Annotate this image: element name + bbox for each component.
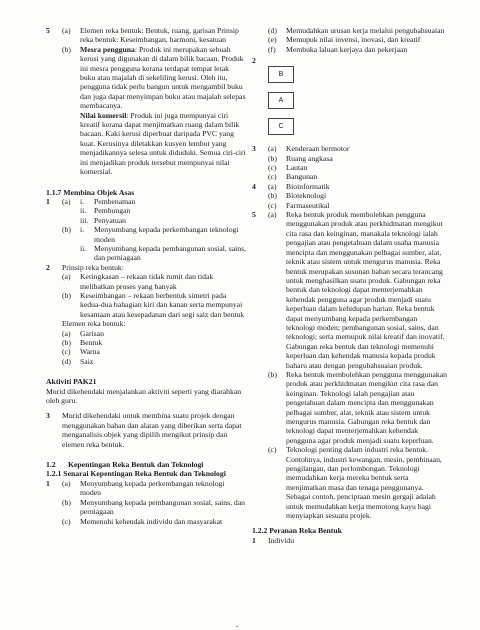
- list-item: [268, 45, 448, 54]
- page-number: -: [236, 622, 239, 630]
- roman-label: ii.: [80, 206, 87, 216]
- answer-5a: [252, 210, 448, 370]
- item-text: Prinsip reka bentuk:: [62, 262, 124, 272]
- right-column: [252, 26, 448, 545]
- question-number: 4: [252, 181, 256, 191]
- item-label: (a): [62, 272, 71, 282]
- item-label: (d): [268, 26, 277, 35]
- item-text: Menyumbang kepada pembangunan sosial, sains, dan perniagaan: [80, 497, 246, 517]
- answer-k1b: [62, 498, 246, 517]
- item-label: (b): [268, 153, 277, 163]
- question-number: 2: [46, 262, 50, 272]
- item-label: (a): [268, 210, 277, 220]
- answer-4: [252, 182, 448, 210]
- item-label: (c): [268, 172, 277, 182]
- question-number: 2: [252, 56, 256, 66]
- item-label: (a): [268, 144, 277, 154]
- list-item: Pembungan: [94, 206, 131, 216]
- item-text: : Produk ini merupakan sebuah kerusi yang digunakan di dalam bilik bacaan. Produk ini mesra pengguna kerana terdapat tempat letak buku atau majalah di sekeliling kerusi. Oleh itu, pengguna tidak perlu bangun untuk mengambil buku dan juga dapat menyimpan buku atau majalah selepas membacanya.: [80, 44, 246, 111]
- item-text: Keseimbangan – rekaan berbentuk simetri pada kedua-dua bahagian kiri dan kanan serta mempunyai kesamaan atau kesepadanan dari segi saiz dan bentuk: [80, 290, 245, 319]
- question-number: 1: [46, 478, 50, 488]
- left-column: [46, 26, 246, 526]
- item-text: Lautan: [286, 163, 308, 173]
- item-text: Reka bentuk membolehkan pengguna menggunakan produk atau perkhidmatan mengikut cita rasa dan keinginan. Teknologi ialah pengajian atau pengetahuan dalam mencipta dan menggunakan pelbagai sumber, alat, teknik atau sistem untuk mengurus manusia. Gabungan reka bentuk dan teknologi dapat menterjemahkan kehendak pengguna agar produk menjadi suatu keperluan.: [286, 369, 447, 445]
- roman-label: ii.: [80, 243, 87, 253]
- item-label: (a): [62, 26, 71, 35]
- item-label: (c): [268, 163, 277, 173]
- item-label: (e): [268, 35, 277, 45]
- item-text: Farmaseutikal: [286, 200, 330, 210]
- list-item: Menyumbang kepada pembangunan sosial, sains, dan perniagaan: [94, 243, 247, 263]
- item-text: Teknologi penting dalam industri reka bentuk. Contohnya, industri kewangan, mesin, pembinaan, pengilangan, dan perlombongan. Teknologi memudahkan kerja mereka bentuk serta menjimatkan masa dan tenaga penggunanya. Sebagai contoh, penciptaan mesin gergaji adalah untuk memudahkan kerja memotong kayu bagi menyiapkan sesuatu projek.: [286, 445, 442, 521]
- answer-2: [46, 263, 246, 272]
- answer-5b: [268, 370, 448, 445]
- question-number: 5: [46, 26, 50, 35]
- item-text: Membuka laluan kerjaya dan pekerjaan: [286, 44, 408, 54]
- list-item: Pembenaman: [94, 196, 136, 206]
- list-item: [62, 338, 246, 347]
- item-text: : Produk ini juga mempunyai ciri kreatif kerana dapat menjimatkan ruang dalam bilik bacaan. Kaki kerusi diperbuat daripada PVC yang kuat. Kerusinya diletakkan kusyen lembut yang menjadikannya selesa untuk diduduki. Semua ciri-ciri ini menjadikan produk tersebut mempunyai nilai komersial.: [80, 110, 246, 177]
- subsection-heading: 1.2.1 Senarai Kepentingan Reka Bentuk dan Teknologi: [46, 469, 226, 479]
- question-number: 3: [46, 411, 50, 421]
- item-label: (a): [62, 478, 71, 488]
- answer-5b: [62, 45, 246, 177]
- item-text: Memenuhi kehendak individu dan masyarakat: [80, 516, 223, 526]
- item-text: Memupuk nilai invensi, inovasi, dan kreatif: [286, 35, 421, 45]
- sequence-box: A: [268, 92, 294, 109]
- item-text: Warna: [80, 347, 100, 357]
- section-title: Kepentingan Reka Bentuk dan Teknologi: [68, 460, 204, 470]
- answer-5a: [46, 26, 246, 45]
- sequence-box: B: [268, 66, 294, 83]
- item-label: (c): [268, 445, 277, 455]
- item-label: (c): [268, 200, 277, 210]
- item-text: Reka bentuk produk membolehkan pengguna menggunakan produk atau perkhidmatan mengikut cita rasa dan keinginan, manakala teknologi ialah pengajian atau pengetahuan dalam usaha manusia mencipta dan menggunakan pelbagai sumber, alat, teknik atau sistem untuk mengurus manusia. Reka bentuk merupakan susunan bahan secara terancang untuk menghasilkan suatu produk. Gabungan reka bentuk dan teknologi dapat menterjemahkan kehendak pengguna agar produk menjadi suatu keperluan dalam kehidupan harian. Reka bentuk dapat menyumbang kepada perkembangan teknologi moden; pembangunan sosial, sains, dan teknologi; serta memupuk nilai kreatif dan inovatif. Gabungan reka bentuk dan teknologi memenuhi keperluan dan kehendak manusia kepada produk baharu atau dengan pengubahsuaian produk.: [286, 210, 445, 370]
- answer-2a: [62, 272, 246, 291]
- item-text: Bangunan: [286, 172, 318, 182]
- question-number: 3: [252, 144, 256, 154]
- list-item: [268, 35, 448, 44]
- section-heading: [46, 460, 246, 469]
- term-bold: Mesra pengguna: [80, 44, 135, 54]
- item-text: Saiz: [80, 356, 94, 366]
- answer-5c: [268, 445, 448, 520]
- item-text: Bioteknologi: [286, 191, 327, 201]
- term-bold: Nilai komersil: [80, 110, 127, 120]
- list-item: [62, 329, 246, 338]
- question-number: 1: [46, 196, 50, 206]
- item-text: Murid dikehendaki untuk membina suatu projek dengan menggunakan bahan dan alatan yang diberikan serta dapat menganalisis objek yang dipilih mengikut prinsip dan elemen reka bentuk.: [62, 411, 242, 449]
- item-text: Memudahkan urusan kerja melalui pengubahsuaian: [286, 26, 445, 35]
- item-label: (c): [62, 516, 71, 526]
- answer-3: [46, 411, 246, 449]
- item-label: (d): [62, 356, 71, 366]
- item-label: (a): [268, 181, 277, 191]
- question-number: 5: [252, 210, 256, 220]
- list-item: [268, 26, 448, 35]
- item-label: (b): [62, 497, 71, 507]
- answer-1b: [62, 225, 246, 263]
- roman-label: i.: [80, 225, 85, 235]
- item-text: Bioinformatik: [286, 181, 330, 191]
- roman-label: i.: [80, 196, 85, 206]
- item-label: (b): [62, 44, 71, 54]
- item-label: (b): [62, 225, 71, 235]
- question-number: 1: [252, 535, 256, 545]
- answer-k1a: [46, 479, 246, 498]
- item-text: Bentuk: [80, 338, 103, 347]
- item-text: Ruang angkasa: [286, 153, 333, 163]
- item-label: (b): [62, 290, 71, 300]
- list-item: [62, 347, 246, 356]
- answer-3: [252, 144, 448, 182]
- item-text: Menyumbang kepada perkembangan teknologi moden: [80, 478, 225, 498]
- subsection-heading: 1.2.2 Peranan Reka Bentuk: [252, 526, 342, 536]
- item-text: Elemen reka bentuk:: [62, 319, 126, 329]
- item-label: (c): [62, 347, 71, 357]
- list-item: Penyatuan: [94, 215, 127, 225]
- item-text: Kenderaan bermotor: [286, 144, 350, 154]
- list-item: Menyumbang kepada perkembangan teknologi moden: [94, 225, 239, 244]
- list-item: [62, 357, 246, 366]
- answer-k1c: [62, 517, 246, 526]
- answer-2b: [62, 291, 246, 319]
- activity-heading: Aktiviti PAK21: [46, 377, 97, 387]
- box-sequence: [268, 66, 294, 144]
- section-number: 1.2: [46, 460, 56, 470]
- roman-label: iii.: [80, 215, 89, 225]
- item-label: (b): [268, 369, 277, 379]
- item-text: Keringkasan – rekaan tidak rumit dan tidak melibatkan proses yang banyak: [80, 272, 214, 291]
- answer-1a: [46, 197, 246, 225]
- activity-text: Murid dikehendaki menjalankan aktiviti seperti yang diarahkan oleh guru.: [46, 386, 242, 406]
- item-label: (a): [62, 328, 71, 338]
- item-label: (b): [268, 191, 277, 201]
- item-text: Elemen reka bentuk: Bentuk, ruang, garisan Prinsip reka bentuk: Keseimbangan, harmoni, kesatuan: [80, 26, 239, 45]
- item-text: Garisan: [80, 328, 104, 338]
- item-label: (b): [62, 338, 71, 347]
- answer-r1: [252, 536, 448, 545]
- item-text: Individu: [268, 535, 295, 545]
- answer-2-boxes: [252, 56, 448, 144]
- section-heading: 1.1.7 Membina Objek Asas: [46, 187, 135, 197]
- item-label: (f): [268, 44, 276, 54]
- sequence-box: C: [268, 118, 294, 135]
- item-label: (a): [62, 196, 71, 206]
